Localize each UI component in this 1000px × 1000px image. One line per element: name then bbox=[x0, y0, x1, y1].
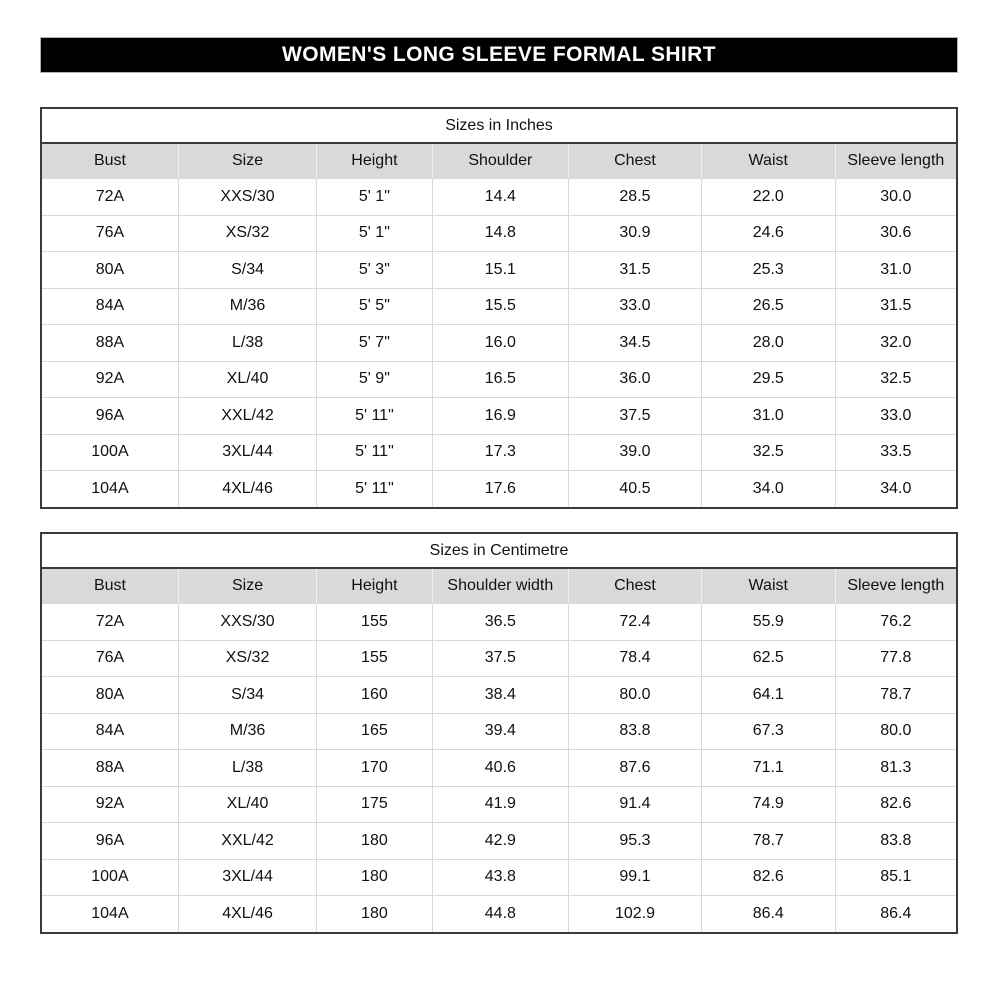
table-cell: 17.3 bbox=[432, 434, 568, 471]
table-cell: S/34 bbox=[178, 677, 316, 714]
table-cell: 31.0 bbox=[835, 252, 957, 289]
table-row bbox=[41, 750, 957, 787]
table-cell: 155 bbox=[317, 604, 432, 641]
table-cell: 76.2 bbox=[835, 604, 957, 641]
table-cell: 96A bbox=[41, 823, 178, 860]
table-cell: 83.8 bbox=[835, 823, 957, 860]
table-cell: 17.6 bbox=[432, 471, 568, 508]
table-cell: 16.5 bbox=[432, 361, 568, 398]
table-cell: 30.0 bbox=[835, 179, 957, 216]
table-title-row bbox=[41, 108, 957, 143]
table-cell: 76A bbox=[41, 215, 178, 252]
table-row bbox=[41, 677, 957, 714]
table-row bbox=[41, 288, 957, 325]
table-cell: XXL/42 bbox=[178, 398, 316, 435]
table-cell: XXL/42 bbox=[178, 823, 316, 860]
table-cell: 36.5 bbox=[432, 604, 568, 641]
table-cell: 3XL/44 bbox=[178, 434, 316, 471]
column-header: Size bbox=[178, 568, 316, 604]
table-cell: 5' 11" bbox=[317, 471, 432, 508]
table-row bbox=[41, 823, 957, 860]
table-cell: 39.0 bbox=[569, 434, 702, 471]
table-row bbox=[41, 859, 957, 896]
table-cell: 180 bbox=[317, 859, 432, 896]
column-header: Chest bbox=[569, 143, 702, 179]
table-row bbox=[41, 361, 957, 398]
table-cell: 165 bbox=[317, 713, 432, 750]
table-cell: 78.4 bbox=[569, 640, 702, 677]
column-header: Bust bbox=[41, 568, 178, 604]
table-cell: 88A bbox=[41, 325, 178, 362]
table-cell: 82.6 bbox=[701, 859, 835, 896]
table-cell: 32.5 bbox=[701, 434, 835, 471]
table-cell: XXS/30 bbox=[178, 179, 316, 216]
table-row bbox=[41, 640, 957, 677]
title-banner bbox=[40, 37, 958, 73]
table-cell: 40.5 bbox=[569, 471, 702, 508]
table-cell: 4XL/46 bbox=[178, 471, 316, 508]
table-cell: 5' 11" bbox=[317, 434, 432, 471]
table-cell: 26.5 bbox=[701, 288, 835, 325]
table-cell: 5' 1" bbox=[317, 179, 432, 216]
table-cell: 96A bbox=[41, 398, 178, 435]
table-cell: 14.4 bbox=[432, 179, 568, 216]
table-header-row bbox=[41, 143, 957, 179]
table-cell: 34.0 bbox=[835, 471, 957, 508]
table-cell: 41.9 bbox=[432, 786, 568, 823]
column-header: Size bbox=[178, 143, 316, 179]
column-header: Chest bbox=[569, 568, 702, 604]
table-cell: 22.0 bbox=[701, 179, 835, 216]
table-cell: 55.9 bbox=[701, 604, 835, 641]
table-cell: 16.0 bbox=[432, 325, 568, 362]
table-cell: 5' 9" bbox=[317, 361, 432, 398]
table-cell: 84A bbox=[41, 288, 178, 325]
table-row bbox=[41, 179, 957, 216]
table-cell: 37.5 bbox=[432, 640, 568, 677]
table-cell: 87.6 bbox=[569, 750, 702, 787]
table-cell: 83.8 bbox=[569, 713, 702, 750]
table-cell: XS/32 bbox=[178, 215, 316, 252]
table-cell: 34.5 bbox=[569, 325, 702, 362]
table-row bbox=[41, 786, 957, 823]
table-cell: 160 bbox=[317, 677, 432, 714]
table-cell: 5' 3" bbox=[317, 252, 432, 289]
table-row bbox=[41, 713, 957, 750]
table-cell: 34.0 bbox=[701, 471, 835, 508]
table-cell: 31.0 bbox=[701, 398, 835, 435]
table-cell: 5' 11" bbox=[317, 398, 432, 435]
table-cell: 104A bbox=[41, 471, 178, 508]
table-row bbox=[41, 471, 957, 508]
table-row bbox=[41, 434, 957, 471]
table-cell: 15.1 bbox=[432, 252, 568, 289]
table-cell: 32.5 bbox=[835, 361, 957, 398]
table-cell: 85.1 bbox=[835, 859, 957, 896]
table-cell: 170 bbox=[317, 750, 432, 787]
table-cell: 30.6 bbox=[835, 215, 957, 252]
table-cell: 14.8 bbox=[432, 215, 568, 252]
table-cell: XS/32 bbox=[178, 640, 316, 677]
table-cell: 67.3 bbox=[701, 713, 835, 750]
table-header-row bbox=[41, 568, 957, 604]
table-cell: 5' 5" bbox=[317, 288, 432, 325]
table-cell: 28.5 bbox=[569, 179, 702, 216]
table-cell: 28.0 bbox=[701, 325, 835, 362]
table-cell: 5' 1" bbox=[317, 215, 432, 252]
table-cell: 155 bbox=[317, 640, 432, 677]
table-cell: 80A bbox=[41, 252, 178, 289]
table-cell: 29.5 bbox=[701, 361, 835, 398]
table-row bbox=[41, 398, 957, 435]
table-cell: 4XL/46 bbox=[178, 896, 316, 933]
table-cell: 38.4 bbox=[432, 677, 568, 714]
table-row bbox=[41, 896, 957, 933]
table-cell: 33.0 bbox=[569, 288, 702, 325]
table-cell: XL/40 bbox=[178, 361, 316, 398]
column-header: Waist bbox=[701, 143, 835, 179]
table-title: Sizes in Centimetre bbox=[41, 533, 957, 568]
table-cell: 78.7 bbox=[701, 823, 835, 860]
column-header: Height bbox=[317, 143, 432, 179]
table-cell: 80.0 bbox=[569, 677, 702, 714]
table-cell: 39.4 bbox=[432, 713, 568, 750]
table-cell: 44.8 bbox=[432, 896, 568, 933]
table-cell: 16.9 bbox=[432, 398, 568, 435]
table-title: Sizes in Inches bbox=[41, 108, 957, 143]
table-cell: XXS/30 bbox=[178, 604, 316, 641]
table-cell: 31.5 bbox=[569, 252, 702, 289]
table-cell: 95.3 bbox=[569, 823, 702, 860]
sizes-inches-table bbox=[40, 107, 958, 509]
table-cell: M/36 bbox=[178, 288, 316, 325]
table-cell: 180 bbox=[317, 823, 432, 860]
table-cell: 180 bbox=[317, 896, 432, 933]
table-cell: 31.5 bbox=[835, 288, 957, 325]
table-cell: 30.9 bbox=[569, 215, 702, 252]
table-cell: 99.1 bbox=[569, 859, 702, 896]
column-header: Shoulder bbox=[432, 143, 568, 179]
table-cell: 88A bbox=[41, 750, 178, 787]
table-cell: S/34 bbox=[178, 252, 316, 289]
table-cell: XL/40 bbox=[178, 786, 316, 823]
table-cell: 82.6 bbox=[835, 786, 957, 823]
page-title: WOMEN'S LONG SLEEVE FORMAL SHIRT bbox=[282, 43, 716, 66]
table-cell: 175 bbox=[317, 786, 432, 823]
table-cell: 25.3 bbox=[701, 252, 835, 289]
column-header: Shoulder width bbox=[432, 568, 568, 604]
table-title-row bbox=[41, 533, 957, 568]
column-header: Bust bbox=[41, 143, 178, 179]
table-row bbox=[41, 604, 957, 641]
table-cell: 92A bbox=[41, 786, 178, 823]
table-cell: 3XL/44 bbox=[178, 859, 316, 896]
column-header: Sleeve length bbox=[835, 568, 957, 604]
table-cell: 43.8 bbox=[432, 859, 568, 896]
table-cell: 72.4 bbox=[569, 604, 702, 641]
table-cell: 76A bbox=[41, 640, 178, 677]
table-cell: 42.9 bbox=[432, 823, 568, 860]
table-cell: 64.1 bbox=[701, 677, 835, 714]
table-cell: 40.6 bbox=[432, 750, 568, 787]
table-cell: 92A bbox=[41, 361, 178, 398]
table-cell: 100A bbox=[41, 859, 178, 896]
table-cell: 80A bbox=[41, 677, 178, 714]
table-cell: 37.5 bbox=[569, 398, 702, 435]
table-cell: 77.8 bbox=[835, 640, 957, 677]
table-cell: 104A bbox=[41, 896, 178, 933]
table-cell: 91.4 bbox=[569, 786, 702, 823]
table-cell: 32.0 bbox=[835, 325, 957, 362]
table-cell: 24.6 bbox=[701, 215, 835, 252]
sizes-centimetre-table bbox=[40, 532, 958, 934]
table-cell: 84A bbox=[41, 713, 178, 750]
table-row bbox=[41, 252, 957, 289]
table-cell: 100A bbox=[41, 434, 178, 471]
table-cell: 5' 7" bbox=[317, 325, 432, 362]
table-cell: 102.9 bbox=[569, 896, 702, 933]
table-cell: 62.5 bbox=[701, 640, 835, 677]
table-cell: 80.0 bbox=[835, 713, 957, 750]
table-cell: 86.4 bbox=[701, 896, 835, 933]
table-cell: 74.9 bbox=[701, 786, 835, 823]
table-cell: 72A bbox=[41, 179, 178, 216]
table-cell: L/38 bbox=[178, 325, 316, 362]
column-header: Waist bbox=[701, 568, 835, 604]
table-row bbox=[41, 215, 957, 252]
table-cell: 86.4 bbox=[835, 896, 957, 933]
table-cell: 78.7 bbox=[835, 677, 957, 714]
table-cell: 33.5 bbox=[835, 434, 957, 471]
table-cell: 71.1 bbox=[701, 750, 835, 787]
table-cell: 36.0 bbox=[569, 361, 702, 398]
table-row bbox=[41, 325, 957, 362]
table-cell: 33.0 bbox=[835, 398, 957, 435]
column-header: Height bbox=[317, 568, 432, 604]
table-cell: 81.3 bbox=[835, 750, 957, 787]
table-cell: 72A bbox=[41, 604, 178, 641]
table-cell: M/36 bbox=[178, 713, 316, 750]
table-cell: L/38 bbox=[178, 750, 316, 787]
table-cell: 15.5 bbox=[432, 288, 568, 325]
column-header: Sleeve length bbox=[835, 143, 957, 179]
